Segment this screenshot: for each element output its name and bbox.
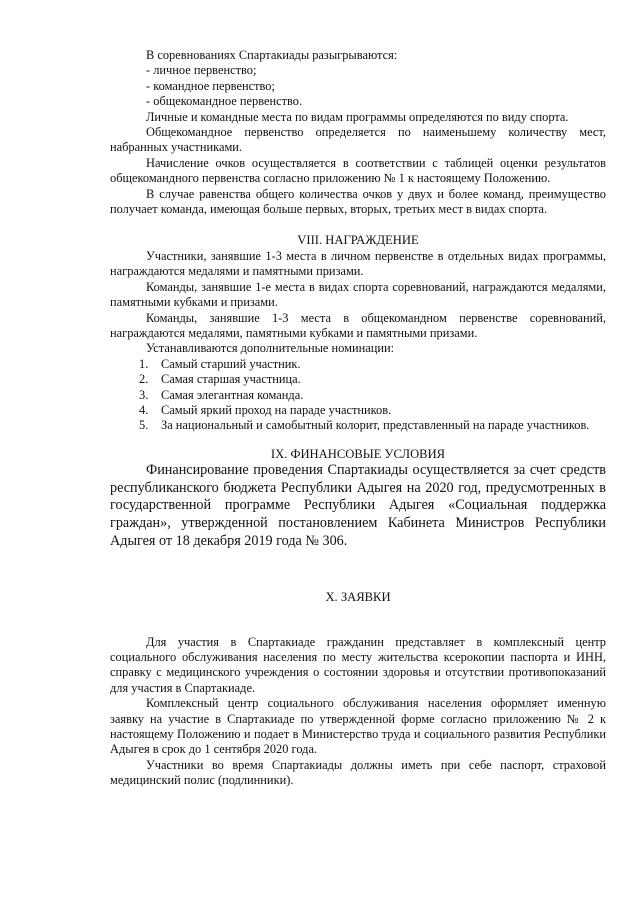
paragraph: Комплексный центр социального обслуживания населения оформляет именную заявку на участие в Спартакиаде по утвержденной форме согласно приложению № 2 к настоящему Положению и подает в Министерство труда и социального развития Республики Адыгея в срок до 1 сентября 2020 года. bbox=[110, 696, 606, 757]
list-item-text: Самый старший участник. bbox=[161, 356, 301, 371]
list-item-text: Самая старшая участница. bbox=[161, 372, 301, 387]
list-item-text: За национальный и самобытный колорит, представленный на параде участников. bbox=[161, 418, 590, 433]
section-title-finance: IX. ФИНАНСОВЫЕ УСЛОВИЯ bbox=[270, 446, 446, 461]
list-number: 5. bbox=[139, 418, 149, 433]
paragraph: В случае равенства общего количества очков у двух и более команд, преимущество получает команда, имеющая больше первых, вторых, третьих мест в видах спорта. bbox=[110, 186, 606, 217]
nominations-list bbox=[110, 357, 606, 434]
list-item bbox=[139, 372, 606, 387]
text-line: В соревнованиях Спартакиады разыгрываются: bbox=[146, 48, 398, 62]
paragraph: Команды, занявшие 1-3 места в общекомандном первенстве соревнований, награждаются медалями, памятными кубками и памятными призами. bbox=[110, 310, 606, 340]
section-7-results bbox=[110, 48, 606, 217]
list-number: 3. bbox=[139, 387, 149, 402]
paragraph: Для участия в Спартакиаде гражданин представляет в комплексный центр социального обслуживания населения по месту жительства ксерокопии паспорта и ИНН, справку с медицинского учреждения о состоянии здоровья и отсутствии противопоказаний для участия в Спартакиаде. bbox=[110, 634, 606, 695]
paragraph: Команды, занявшие 1-е места в видах спорта соревнований, награждаются медалями, памятными кубками и призами. bbox=[110, 279, 606, 310]
list-item-text: Самый яркий проход на параде участников. bbox=[161, 402, 392, 417]
list-number: 1. bbox=[139, 356, 149, 371]
list-item bbox=[139, 402, 606, 418]
paragraph: Участники во время Спартакиады должны иметь при себе паспорт, страховой медицинский полис (подлинники). bbox=[110, 757, 606, 788]
list-line: - командное первенство; bbox=[146, 78, 275, 93]
paragraph: Устанавливаются дополнительные номинации: bbox=[146, 341, 395, 356]
paragraph: Общекомандное первенство определяется по наименьшему количеству мест, набранных участниками. bbox=[110, 125, 606, 155]
paragraph: Личные и командные места по видам программы определяются по виду спорта. bbox=[146, 109, 569, 124]
paragraph: Финансирование проведения Спартакиады осуществляется за счет средств республиканского бюджета Республики Адыгея на 2020 год, предусмотренных в государственной программе Республики Адыгея «Социальная поддержка граждан», утвержденной постановлением Кабинета Министров Республики Адыгея от 18 декабря 2019 года № 306. bbox=[110, 462, 606, 549]
list-item bbox=[139, 387, 606, 403]
list-number: 4. bbox=[139, 402, 149, 417]
list-line: - личное первенство; bbox=[146, 63, 257, 78]
paragraph: Участники, занявшие 1-3 места в личном первенстве в отдельных видах программы, награждаются медалями и памятными призами. bbox=[110, 248, 606, 279]
section-10-applications bbox=[110, 635, 606, 789]
section-9-finance bbox=[110, 447, 606, 550]
section-8-awards bbox=[110, 249, 606, 434]
paragraph: Начисление очков осуществляется в соответствии с таблицей оценки результатов общекомандного первенства согласно приложению № 1 к настоящему Положению. bbox=[110, 155, 606, 186]
list-line: - общекомандное первенство. bbox=[146, 94, 303, 109]
list-number: 2. bbox=[139, 372, 149, 387]
list-item bbox=[139, 418, 606, 433]
section-title-awards: VIII. НАГРАЖДЕНИЕ bbox=[297, 233, 419, 248]
section-title-applications: X. ЗАЯВКИ bbox=[325, 590, 391, 605]
list-item-text: Самая элегантная команда. bbox=[161, 387, 304, 402]
list-item bbox=[139, 356, 606, 372]
